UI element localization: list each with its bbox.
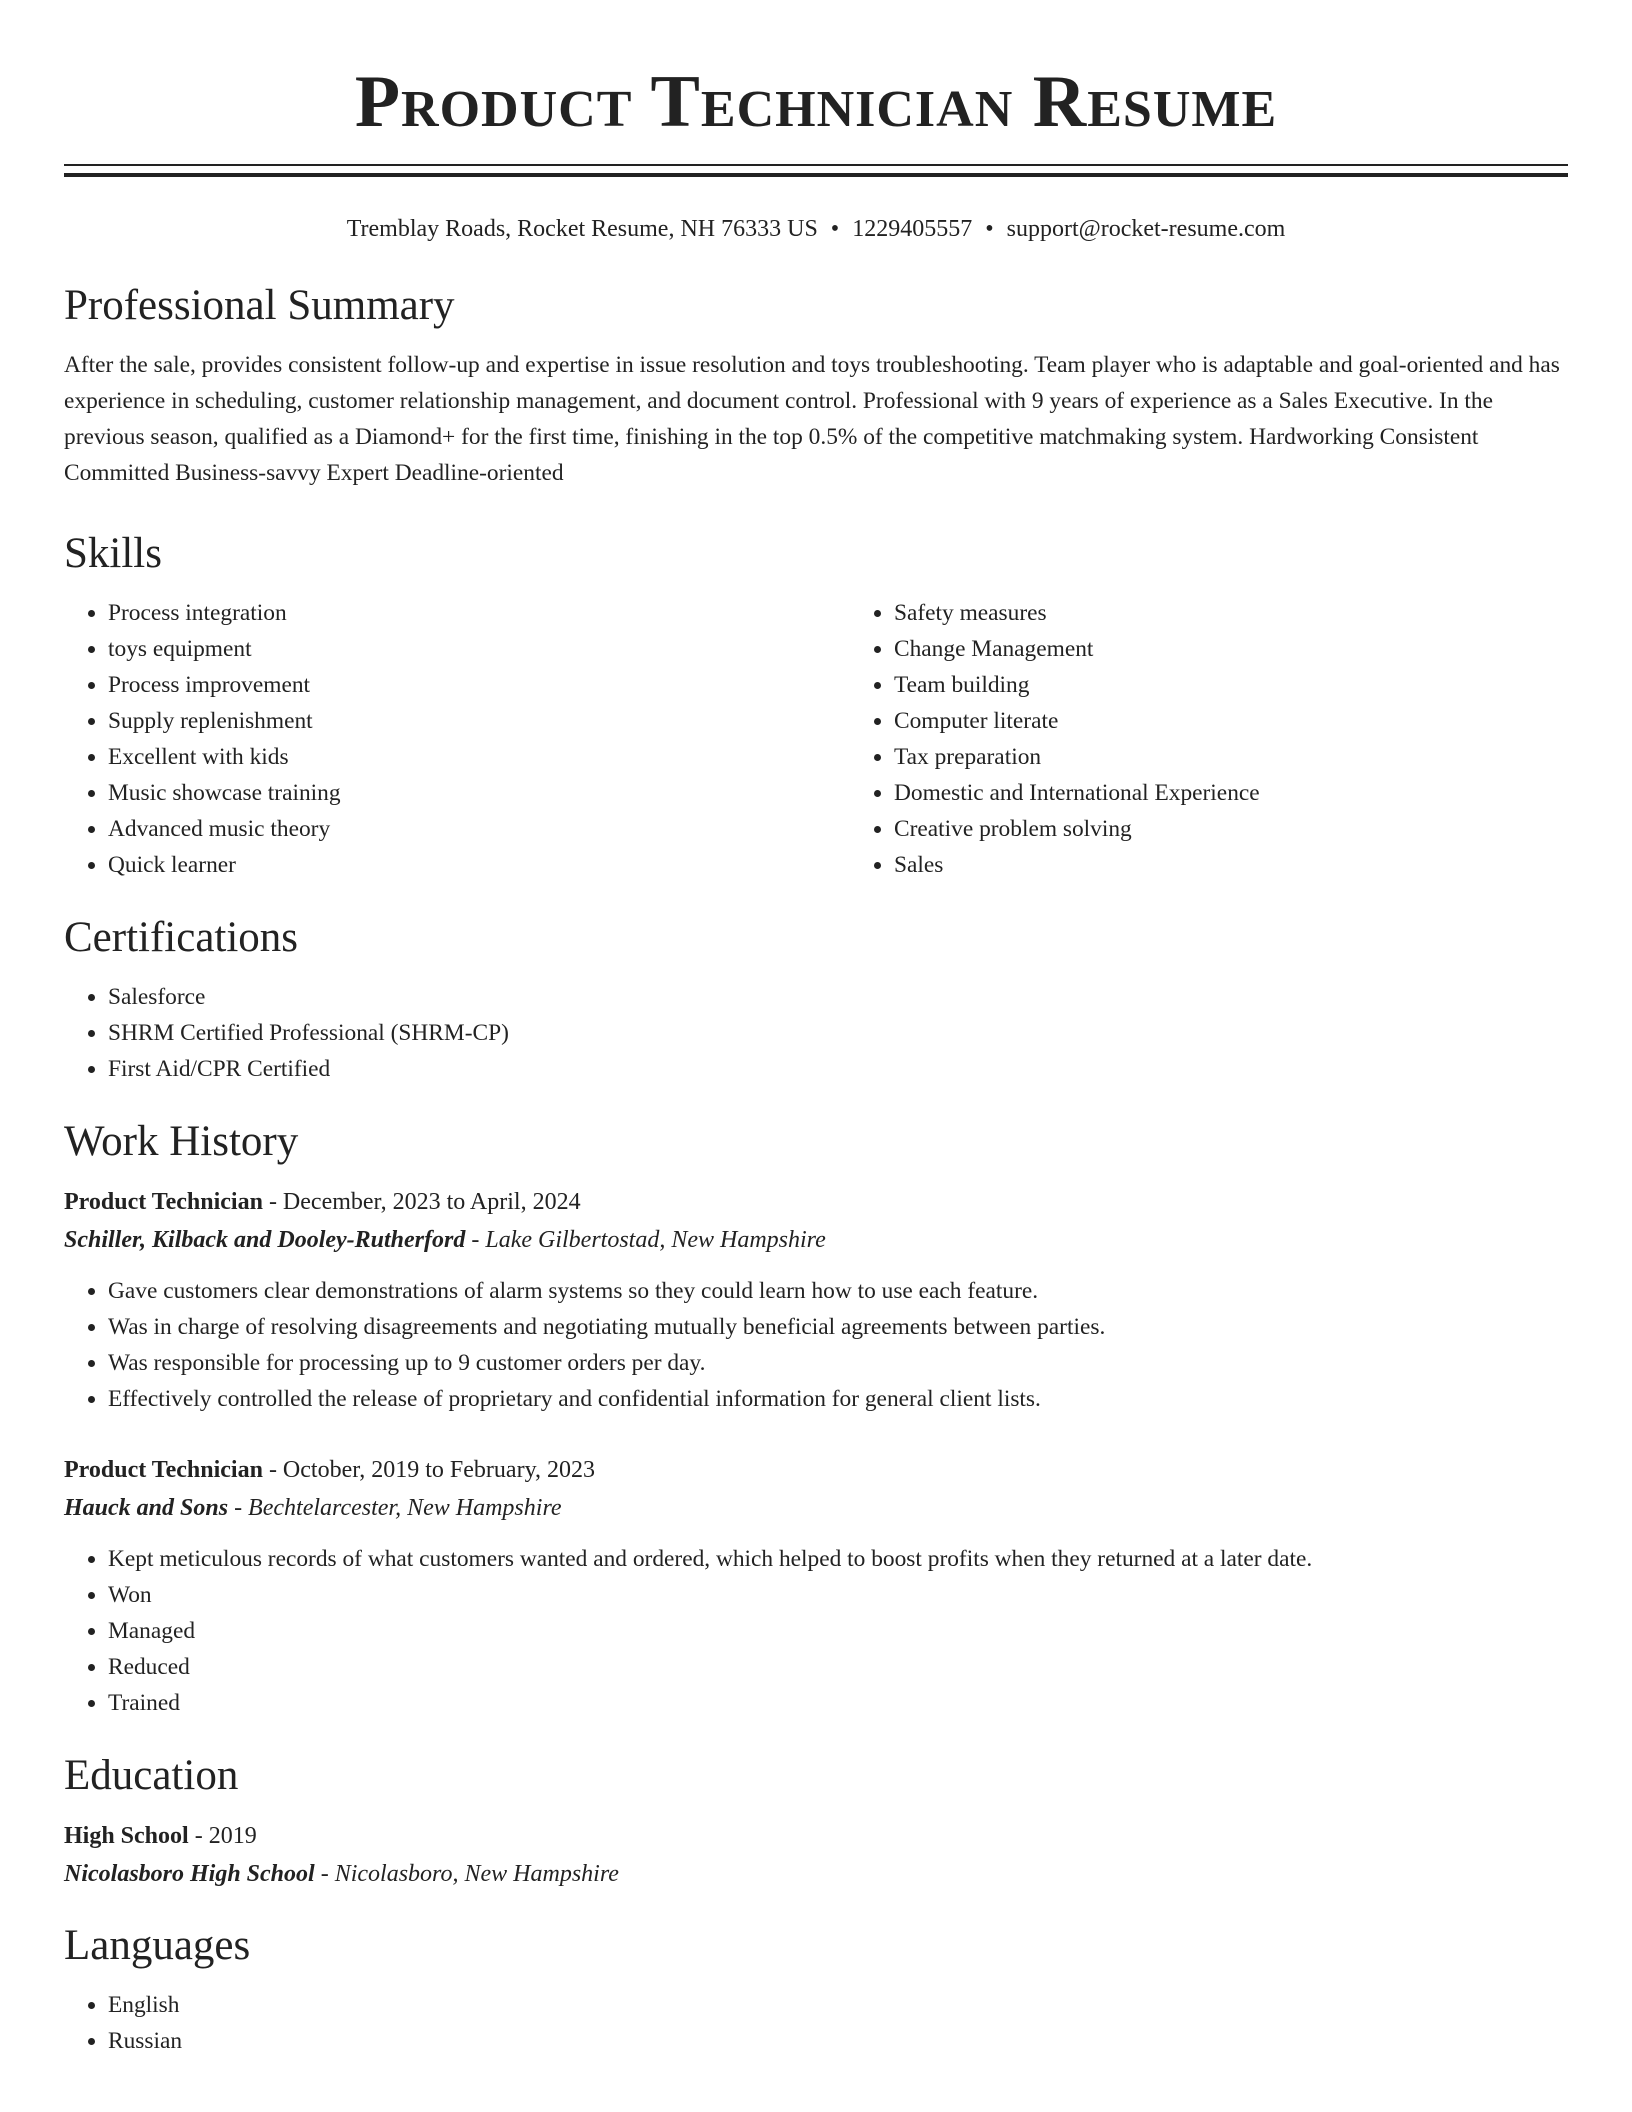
graduation-year: - 2019 <box>188 1823 257 1849</box>
skills-list-right <box>850 595 1260 883</box>
job-location: - Bechtelarcester, New Hampshire <box>228 1495 562 1521</box>
list-item: • Kept meticulous records of what customers wanted and ordered, which helped to boost profits when they returned at a later date. <box>108 1541 1568 1577</box>
list-item: • Team building <box>894 667 1260 703</box>
list-item: • Won <box>108 1577 1568 1613</box>
list-item: • Process integration <box>108 595 850 631</box>
list-item: • English <box>108 1987 1568 2023</box>
list-item: • toys equipment <box>108 631 850 667</box>
list-item: • Music showcase training <box>108 775 850 811</box>
contact-line <box>64 213 1568 245</box>
list-item: • Gave customers clear demonstrations of alarm systems so they could learn how to use each feature. <box>108 1273 1568 1309</box>
degree: High School <box>64 1823 189 1849</box>
contact-email: support@rocket-resume.com <box>1006 216 1286 242</box>
job-entry <box>64 1183 1568 1417</box>
list-item: • Salesforce <box>108 979 1568 1015</box>
list-item: • Effectively controlled the release of proprietary and confidential information for general client lists. <box>108 1381 1568 1417</box>
school-name: Nicolasboro High School <box>64 1861 315 1887</box>
job-dates: - October, 2019 to February, 2023 <box>262 1457 596 1483</box>
list-item: • Managed <box>108 1613 1568 1649</box>
list-item: • Safety measures <box>894 595 1260 631</box>
list-item: • Trained <box>108 1685 1568 1721</box>
title-divider-thick <box>64 173 1568 177</box>
certifications-section <box>64 913 1568 1087</box>
job-bullets <box>64 1273 1568 1417</box>
degree-line <box>64 1817 1568 1855</box>
section-heading: Skills <box>64 530 162 577</box>
job-company: Schiller, Kilback and Dooley-Rutherford <box>64 1227 466 1253</box>
job-title-line <box>64 1451 1568 1489</box>
contact-separator: • <box>985 216 994 242</box>
title-divider-thin <box>64 164 1568 166</box>
skills-section <box>64 529 1568 883</box>
list-item: • Excellent with kids <box>108 739 850 775</box>
school-location: - Nicolasboro, New Hampshire <box>314 1861 619 1887</box>
list-item: • Sales <box>894 847 1260 883</box>
summary-section <box>64 281 1568 491</box>
contact-separator: • <box>830 216 840 242</box>
skills-columns <box>64 595 1568 883</box>
job-title: Product Technician <box>64 1457 263 1483</box>
list-item: • Supply replenishment <box>108 703 850 739</box>
languages-section <box>64 1921 1568 2059</box>
contact-address: Tremblay Roads, Rocket Resume, NH 76333 US <box>346 216 818 242</box>
contact-phone: 1229405557 <box>852 216 973 242</box>
list-item: • Creative problem solving <box>894 811 1260 847</box>
list-item: • Change Management <box>894 631 1260 667</box>
section-heading: Professional Summary <box>64 282 455 329</box>
list-item: • Reduced <box>108 1649 1568 1685</box>
summary-text: After the sale, provides consistent follow-up and expertise in issue resolution and toys troubleshooting. Team player who is adaptable and goal-oriented and has experience in scheduling, customer relationship management, and document control. Professional with 9 years of experience as a Sales Executive. In the previous season, qualified as a Diamond+ for the first time, finishing in the top 0.5% of the competitive matchmaking system. Hardworking Consistent Committed Business-savvy Expert Deadline-oriented <box>64 352 1560 486</box>
list-item: • Was responsible for processing up to 9 customer orders per day. <box>108 1345 1568 1381</box>
list-item: • SHRM Certified Professional (SHRM-CP) <box>108 1015 1568 1051</box>
job-company-line <box>64 1221 1568 1259</box>
education-entry <box>64 1817 1568 1893</box>
list-item: • Domestic and International Experience <box>894 775 1260 811</box>
section-heading: Work History <box>64 1118 299 1165</box>
list-item: • Russian <box>108 2023 1568 2059</box>
list-item: • First Aid/CPR Certified <box>108 1051 1568 1087</box>
job-entry <box>64 1451 1568 1721</box>
section-heading: Education <box>64 1752 239 1799</box>
list-item: • Quick learner <box>108 847 850 883</box>
education-section <box>64 1751 1568 1893</box>
work-history-section <box>64 1117 1568 1721</box>
list-item: • Advanced music theory <box>108 811 850 847</box>
job-dates: - December, 2023 to April, 2024 <box>262 1189 581 1215</box>
page-title: Product Technician Resume <box>354 61 1278 143</box>
job-company-line <box>64 1489 1568 1527</box>
list-item: • Process improvement <box>108 667 850 703</box>
job-bullets <box>64 1541 1568 1721</box>
job-title-line <box>64 1183 1568 1221</box>
school-line <box>64 1855 1568 1893</box>
job-location: - Lake Gilbertostad, New Hampshire <box>465 1227 826 1253</box>
section-heading: Languages <box>64 1922 251 1969</box>
list-item: • Was in charge of resolving disagreements and negotiating mutually beneficial agreements between parties. <box>108 1309 1568 1345</box>
languages-list <box>64 1987 1568 2059</box>
job-title: Product Technician <box>64 1189 263 1215</box>
list-item: • Tax preparation <box>894 739 1260 775</box>
section-heading: Certifications <box>64 914 299 961</box>
job-company: Hauck and Sons <box>64 1495 229 1521</box>
skills-list-left <box>64 595 850 883</box>
list-item: • Computer literate <box>894 703 1260 739</box>
certifications-list <box>64 979 1568 1087</box>
